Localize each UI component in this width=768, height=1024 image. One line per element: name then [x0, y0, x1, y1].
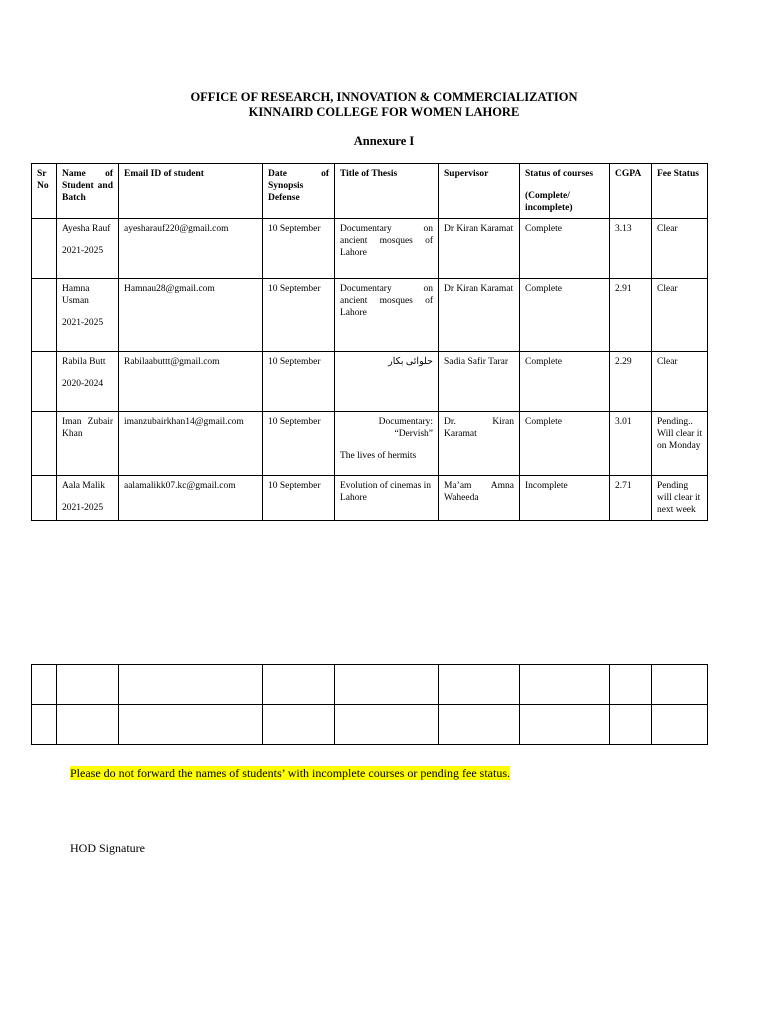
cell-cgpa: 2.91 — [610, 279, 652, 352]
cell-supervisor: Sadia Safir Tarar — [439, 352, 520, 412]
col-date: Date of Synopsis Defense — [263, 164, 335, 219]
cell-status: Incomplete — [520, 476, 610, 521]
col-status — [520, 164, 610, 219]
blank-cell — [652, 665, 708, 705]
cell-cgpa: 2.29 — [610, 352, 652, 412]
college-title: KINNAIRD COLLEGE FOR WOMEN LAHORE — [248, 105, 520, 119]
cell-title — [335, 412, 439, 476]
cell-fee: Pending will clear it next week — [652, 476, 708, 521]
hod-signature-label: HOD Signature — [70, 841, 145, 855]
cell-fee: Clear — [652, 219, 708, 279]
col-email: Email ID of student — [119, 164, 263, 219]
table-header-row — [32, 164, 708, 219]
blank-cell — [439, 705, 520, 745]
cell-email: aalamalikk07.kc@gmail.com — [119, 476, 263, 521]
cell-sr — [32, 412, 57, 476]
cell-email: Rabilaabuttt@gmail.com — [119, 352, 263, 412]
table-row — [32, 279, 708, 352]
cell-fee: Pending.. Will clear it on Monday — [652, 412, 708, 476]
student-batch: 2021-2025 — [62, 246, 104, 256]
blank-cell — [520, 665, 610, 705]
blank-cell — [57, 665, 119, 705]
cell-sr — [32, 352, 57, 412]
blank-row — [32, 705, 708, 745]
table-row — [32, 412, 708, 476]
cell-status: Complete — [520, 219, 610, 279]
student-batch: 2020-2024 — [62, 379, 104, 389]
cell-cgpa: 3.01 — [610, 412, 652, 476]
blank-table — [31, 664, 708, 745]
blank-cell — [335, 705, 439, 745]
table-row — [32, 476, 708, 521]
blank-cell — [652, 705, 708, 745]
blank-cell — [263, 665, 335, 705]
cell-date: 10 September — [263, 412, 335, 476]
cell-title: Documentary on ancient mosques of Lahore — [335, 219, 439, 279]
cell-name — [57, 352, 119, 412]
cell-supervisor: Ma’am Amna Waheeda — [439, 476, 520, 521]
thesis-subtitle: The lives of hermits — [340, 451, 417, 461]
blank-cell — [335, 665, 439, 705]
cell-supervisor: Dr Kiran Karamat — [439, 279, 520, 352]
cell-status: Complete — [520, 279, 610, 352]
student-name: Ayesha Rauf — [62, 224, 111, 234]
col-title: Title of Thesis — [335, 164, 439, 219]
annexure-title: Annexure I — [353, 134, 415, 148]
blank-cell — [119, 665, 263, 705]
cell-supervisor: Dr. Kiran Karamat — [439, 412, 520, 476]
student-name: Aala Malik — [62, 481, 106, 491]
cell-status: Complete — [520, 412, 610, 476]
col-fee: Fee Status — [652, 164, 708, 219]
cell-sr — [32, 219, 57, 279]
blank-cell — [520, 705, 610, 745]
cell-date: 10 September — [263, 279, 335, 352]
cell-sr — [32, 279, 57, 352]
cell-fee: Clear — [652, 352, 708, 412]
students-table — [31, 163, 708, 521]
cell-fee: Clear — [652, 279, 708, 352]
table-row — [32, 219, 708, 279]
cell-date: 10 September — [263, 476, 335, 521]
col-status-label: Status of courses — [525, 169, 594, 179]
blank-cell — [119, 705, 263, 745]
blank-cell — [439, 665, 520, 705]
thesis-title: Documentary: “Dervish” — [378, 417, 433, 439]
blank-cell — [32, 665, 57, 705]
office-title: OFFICE OF RESEARCH, INNOVATION & COMMERCIALIZATION — [190, 90, 578, 104]
col-cgpa: CGPA — [610, 164, 652, 219]
cell-cgpa: 3.13 — [610, 219, 652, 279]
col-status-hint: (Complete/ incomplete) — [525, 191, 573, 213]
blank-cell — [57, 705, 119, 745]
col-supervisor: Supervisor — [439, 164, 520, 219]
blank-row — [32, 665, 708, 705]
student-name: Hamna Usman — [62, 284, 90, 306]
cell-name — [57, 279, 119, 352]
cell-date: 10 September — [263, 219, 335, 279]
cell-date: 10 September — [263, 352, 335, 412]
cell-email: ayesharauf220@gmail.com — [119, 219, 263, 279]
blank-cell — [32, 705, 57, 745]
cell-email: imanzubairkhan14@gmail.com — [119, 412, 263, 476]
col-sr: Sr No — [32, 164, 57, 219]
student-batch: 2021-2025 — [62, 318, 104, 328]
cell-status: Complete — [520, 352, 610, 412]
cell-title: Documentary on ancient mosques of Lahore — [335, 279, 439, 352]
student-name: Iman Zubair Khan — [62, 417, 113, 439]
cell-cgpa: 2.71 — [610, 476, 652, 521]
cell-name — [57, 412, 119, 476]
blank-cell — [610, 705, 652, 745]
col-name: Name of Student and Batch — [57, 164, 119, 219]
cell-title: Evolution of cinemas in Lahore — [335, 476, 439, 521]
blank-cell — [263, 705, 335, 745]
cell-supervisor: Dr Kiran Karamat — [439, 219, 520, 279]
table-row — [32, 352, 708, 412]
blank-cell — [610, 665, 652, 705]
highlighted-note: Please do not forward the names of students’ with incomplete courses or pending fee status. — [70, 766, 510, 780]
student-batch: 2021-2025 — [62, 503, 104, 513]
cell-name — [57, 219, 119, 279]
cell-sr — [32, 476, 57, 521]
student-name: Rabila Butt — [62, 357, 106, 367]
cell-name — [57, 476, 119, 521]
cell-email: Hamnau28@gmail.com — [119, 279, 263, 352]
cell-title: حلوائی بکار — [335, 352, 439, 412]
